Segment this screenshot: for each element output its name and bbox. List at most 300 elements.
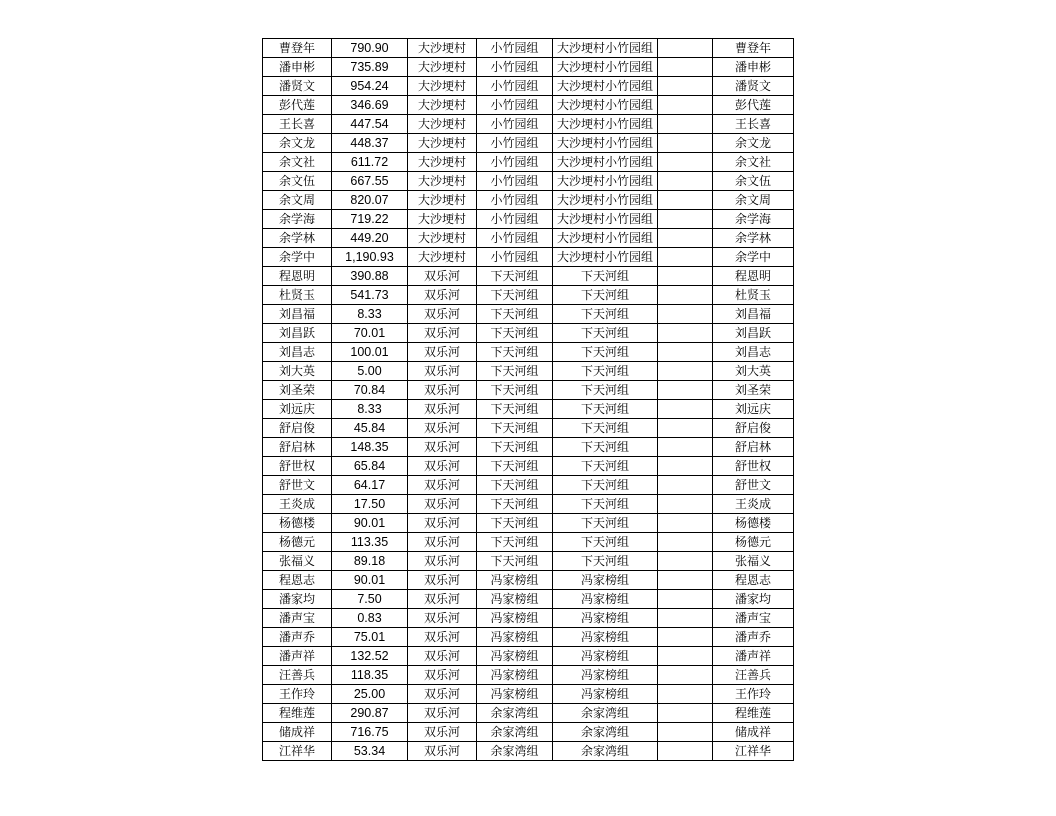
- blank-cell: [658, 172, 713, 191]
- location-cell: 大沙埂村小竹园组: [553, 210, 658, 229]
- location-cell: 下天河组: [553, 419, 658, 438]
- blank-cell: [658, 704, 713, 723]
- group-cell: 小竹园组: [477, 210, 553, 229]
- amount-cell: 90.01: [332, 571, 408, 590]
- amount-cell: 132.52: [332, 647, 408, 666]
- amount-cell: 70.01: [332, 324, 408, 343]
- blank-cell: [658, 58, 713, 77]
- location-cell: 下天河组: [553, 324, 658, 343]
- amount-cell: 667.55: [332, 172, 408, 191]
- blank-cell: [658, 134, 713, 153]
- group-cell: 余家湾组: [477, 704, 553, 723]
- village-cell: 大沙埂村: [408, 153, 477, 172]
- village-cell: 大沙埂村: [408, 58, 477, 77]
- amount-cell: 65.84: [332, 457, 408, 476]
- amount-cell: 45.84: [332, 419, 408, 438]
- blank-cell: [658, 438, 713, 457]
- location-cell: 余家湾组: [553, 704, 658, 723]
- payee-cell: 潘声乔: [713, 628, 794, 647]
- village-cell: 大沙埂村: [408, 210, 477, 229]
- location-cell: 下天河组: [553, 495, 658, 514]
- group-cell: 下天河组: [477, 343, 553, 362]
- name-cell: 汪善兵: [263, 666, 332, 685]
- blank-cell: [658, 267, 713, 286]
- amount-cell: 118.35: [332, 666, 408, 685]
- village-cell: 双乐河: [408, 666, 477, 685]
- blank-cell: [658, 343, 713, 362]
- blank-cell: [658, 362, 713, 381]
- table-row: [263, 77, 794, 96]
- payee-cell: 汪善兵: [713, 666, 794, 685]
- amount-cell: 0.83: [332, 609, 408, 628]
- group-cell: 小竹园组: [477, 77, 553, 96]
- blank-cell: [658, 514, 713, 533]
- name-cell: 杜贤玉: [263, 286, 332, 305]
- group-cell: 下天河组: [477, 419, 553, 438]
- blank-cell: [658, 571, 713, 590]
- location-cell: 大沙埂村小竹园组: [553, 77, 658, 96]
- blank-cell: [658, 647, 713, 666]
- table-row: [263, 248, 794, 267]
- group-cell: 下天河组: [477, 476, 553, 495]
- blank-cell: [658, 476, 713, 495]
- village-cell: 双乐河: [408, 286, 477, 305]
- name-cell: 刘昌福: [263, 305, 332, 324]
- village-cell: 双乐河: [408, 628, 477, 647]
- name-cell: 杨德元: [263, 533, 332, 552]
- payee-cell: 江祥华: [713, 742, 794, 761]
- name-cell: 彭代莲: [263, 96, 332, 115]
- location-cell: 大沙埂村小竹园组: [553, 115, 658, 134]
- table-row: [263, 115, 794, 134]
- table-row: [263, 685, 794, 704]
- payee-cell: 程恩明: [713, 267, 794, 286]
- village-cell: 大沙埂村: [408, 172, 477, 191]
- name-cell: 刘昌志: [263, 343, 332, 362]
- location-cell: 余家湾组: [553, 742, 658, 761]
- location-cell: 下天河组: [553, 400, 658, 419]
- amount-cell: 64.17: [332, 476, 408, 495]
- name-cell: 潘声祥: [263, 647, 332, 666]
- payee-cell: 余学海: [713, 210, 794, 229]
- location-cell: 下天河组: [553, 533, 658, 552]
- blank-cell: [658, 609, 713, 628]
- table-row: [263, 153, 794, 172]
- village-cell: 双乐河: [408, 571, 477, 590]
- payee-cell: 余学中: [713, 248, 794, 267]
- amount-cell: 448.37: [332, 134, 408, 153]
- blank-cell: [658, 419, 713, 438]
- name-cell: 潘申彬: [263, 58, 332, 77]
- name-cell: 余文伍: [263, 172, 332, 191]
- blank-cell: [658, 77, 713, 96]
- blank-cell: [658, 286, 713, 305]
- amount-cell: 17.50: [332, 495, 408, 514]
- blank-cell: [658, 400, 713, 419]
- village-cell: 双乐河: [408, 419, 477, 438]
- name-cell: 刘大英: [263, 362, 332, 381]
- village-cell: 双乐河: [408, 400, 477, 419]
- village-cell: 双乐河: [408, 533, 477, 552]
- table-row: [263, 628, 794, 647]
- table-row: [263, 400, 794, 419]
- table-row: [263, 723, 794, 742]
- payee-cell: 刘圣荣: [713, 381, 794, 400]
- payee-cell: 刘昌跃: [713, 324, 794, 343]
- village-cell: 双乐河: [408, 324, 477, 343]
- location-cell: 下天河组: [553, 286, 658, 305]
- name-cell: 余文龙: [263, 134, 332, 153]
- name-cell: 余文社: [263, 153, 332, 172]
- amount-cell: 735.89: [332, 58, 408, 77]
- amount-cell: 148.35: [332, 438, 408, 457]
- location-cell: 大沙埂村小竹园组: [553, 248, 658, 267]
- payee-cell: 程恩志: [713, 571, 794, 590]
- location-cell: 下天河组: [553, 457, 658, 476]
- name-cell: 曹登年: [263, 39, 332, 58]
- amount-cell: 8.33: [332, 305, 408, 324]
- table-row: [263, 533, 794, 552]
- amount-cell: 8.33: [332, 400, 408, 419]
- group-cell: 小竹园组: [477, 191, 553, 210]
- location-cell: 大沙埂村小竹园组: [553, 39, 658, 58]
- name-cell: 刘远庆: [263, 400, 332, 419]
- name-cell: 储成祥: [263, 723, 332, 742]
- location-cell: 冯家榜组: [553, 628, 658, 647]
- village-cell: 大沙埂村: [408, 115, 477, 134]
- group-cell: 小竹园组: [477, 153, 553, 172]
- payee-cell: 杜贤玉: [713, 286, 794, 305]
- amount-cell: 820.07: [332, 191, 408, 210]
- blank-cell: [658, 590, 713, 609]
- name-cell: 王作玲: [263, 685, 332, 704]
- name-cell: 程恩志: [263, 571, 332, 590]
- name-cell: 舒世文: [263, 476, 332, 495]
- name-cell: 刘昌跃: [263, 324, 332, 343]
- blank-cell: [658, 305, 713, 324]
- group-cell: 下天河组: [477, 305, 553, 324]
- amount-cell: 25.00: [332, 685, 408, 704]
- payee-cell: 刘远庆: [713, 400, 794, 419]
- blank-cell: [658, 229, 713, 248]
- payee-cell: 王作玲: [713, 685, 794, 704]
- location-cell: 下天河组: [553, 476, 658, 495]
- village-cell: 双乐河: [408, 343, 477, 362]
- name-cell: 杨德楼: [263, 514, 332, 533]
- location-cell: 下天河组: [553, 267, 658, 286]
- payee-cell: 曹登年: [713, 39, 794, 58]
- village-cell: 双乐河: [408, 647, 477, 666]
- payee-cell: 余文龙: [713, 134, 794, 153]
- payee-cell: 余文社: [713, 153, 794, 172]
- location-cell: 下天河组: [553, 362, 658, 381]
- blank-cell: [658, 552, 713, 571]
- location-cell: 冯家榜组: [553, 571, 658, 590]
- table-row: [263, 381, 794, 400]
- village-cell: 大沙埂村: [408, 77, 477, 96]
- blank-cell: [658, 666, 713, 685]
- blank-cell: [658, 153, 713, 172]
- group-cell: 小竹园组: [477, 39, 553, 58]
- group-cell: 冯家榜组: [477, 685, 553, 704]
- table-row: [263, 191, 794, 210]
- village-cell: 大沙埂村: [408, 229, 477, 248]
- table-row: [263, 552, 794, 571]
- blank-cell: [658, 324, 713, 343]
- payee-cell: 程维莲: [713, 704, 794, 723]
- blank-cell: [658, 248, 713, 267]
- location-cell: 下天河组: [553, 305, 658, 324]
- village-cell: 双乐河: [408, 742, 477, 761]
- name-cell: 余文周: [263, 191, 332, 210]
- amount-cell: 716.75: [332, 723, 408, 742]
- blank-cell: [658, 628, 713, 647]
- group-cell: 余家湾组: [477, 723, 553, 742]
- payee-cell: 余文周: [713, 191, 794, 210]
- payee-cell: 王炎成: [713, 495, 794, 514]
- table-row: [263, 419, 794, 438]
- blank-cell: [658, 115, 713, 134]
- group-cell: 下天河组: [477, 438, 553, 457]
- blank-cell: [658, 723, 713, 742]
- location-cell: 大沙埂村小竹园组: [553, 134, 658, 153]
- payee-cell: 储成祥: [713, 723, 794, 742]
- group-cell: 下天河组: [477, 381, 553, 400]
- amount-cell: 5.00: [332, 362, 408, 381]
- location-cell: 大沙埂村小竹园组: [553, 172, 658, 191]
- amount-cell: 790.90: [332, 39, 408, 58]
- amount-cell: 7.50: [332, 590, 408, 609]
- blank-cell: [658, 210, 713, 229]
- table-row: [263, 571, 794, 590]
- name-cell: 王炎成: [263, 495, 332, 514]
- blank-cell: [658, 381, 713, 400]
- table-row: [263, 286, 794, 305]
- location-cell: 下天河组: [553, 514, 658, 533]
- blank-cell: [658, 96, 713, 115]
- payee-cell: 彭代莲: [713, 96, 794, 115]
- amount-cell: 53.34: [332, 742, 408, 761]
- amount-cell: 89.18: [332, 552, 408, 571]
- location-cell: 大沙埂村小竹园组: [553, 229, 658, 248]
- blank-cell: [658, 191, 713, 210]
- blank-cell: [658, 495, 713, 514]
- table-row: [263, 666, 794, 685]
- location-cell: 大沙埂村小竹园组: [553, 153, 658, 172]
- village-cell: 双乐河: [408, 305, 477, 324]
- payee-cell: 潘申彬: [713, 58, 794, 77]
- group-cell: 小竹园组: [477, 134, 553, 153]
- payee-cell: 张福义: [713, 552, 794, 571]
- village-cell: 双乐河: [408, 704, 477, 723]
- group-cell: 小竹园组: [477, 58, 553, 77]
- payee-cell: 舒世文: [713, 476, 794, 495]
- group-cell: 下天河组: [477, 324, 553, 343]
- amount-cell: 70.84: [332, 381, 408, 400]
- group-cell: 冯家榜组: [477, 571, 553, 590]
- name-cell: 程维莲: [263, 704, 332, 723]
- amount-cell: 100.01: [332, 343, 408, 362]
- group-cell: 冯家榜组: [477, 590, 553, 609]
- group-cell: 下天河组: [477, 267, 553, 286]
- village-cell: 双乐河: [408, 590, 477, 609]
- name-cell: 舒启林: [263, 438, 332, 457]
- table-row: [263, 267, 794, 286]
- village-cell: 双乐河: [408, 267, 477, 286]
- village-cell: 双乐河: [408, 495, 477, 514]
- payee-cell: 舒世权: [713, 457, 794, 476]
- table-row: [263, 647, 794, 666]
- location-cell: 下天河组: [553, 343, 658, 362]
- amount-cell: 90.01: [332, 514, 408, 533]
- name-cell: 舒启俊: [263, 419, 332, 438]
- village-cell: 大沙埂村: [408, 39, 477, 58]
- name-cell: 潘贤文: [263, 77, 332, 96]
- table-row: [263, 438, 794, 457]
- group-cell: 下天河组: [477, 514, 553, 533]
- village-cell: 大沙埂村: [408, 248, 477, 267]
- amount-cell: 447.54: [332, 115, 408, 134]
- name-cell: 程恩明: [263, 267, 332, 286]
- table-row: [263, 609, 794, 628]
- group-cell: 下天河组: [477, 286, 553, 305]
- group-cell: 余家湾组: [477, 742, 553, 761]
- payee-cell: 舒启林: [713, 438, 794, 457]
- group-cell: 下天河组: [477, 457, 553, 476]
- blank-cell: [658, 533, 713, 552]
- table-row: [263, 343, 794, 362]
- village-cell: 双乐河: [408, 457, 477, 476]
- location-cell: 下天河组: [553, 381, 658, 400]
- blank-cell: [658, 742, 713, 761]
- payee-cell: 潘贤文: [713, 77, 794, 96]
- amount-cell: 449.20: [332, 229, 408, 248]
- table-row: [263, 58, 794, 77]
- blank-cell: [658, 457, 713, 476]
- amount-cell: 719.22: [332, 210, 408, 229]
- payee-cell: 余文伍: [713, 172, 794, 191]
- group-cell: 冯家榜组: [477, 628, 553, 647]
- group-cell: 冯家榜组: [477, 647, 553, 666]
- group-cell: 小竹园组: [477, 229, 553, 248]
- village-cell: 双乐河: [408, 438, 477, 457]
- table-row: [263, 210, 794, 229]
- village-cell: 大沙埂村: [408, 134, 477, 153]
- village-cell: 大沙埂村: [408, 96, 477, 115]
- group-cell: 下天河组: [477, 362, 553, 381]
- group-cell: 小竹园组: [477, 96, 553, 115]
- amount-cell: 113.35: [332, 533, 408, 552]
- group-cell: 小竹园组: [477, 248, 553, 267]
- group-cell: 下天河组: [477, 552, 553, 571]
- name-cell: 余学中: [263, 248, 332, 267]
- payee-cell: 刘昌福: [713, 305, 794, 324]
- table-row: [263, 324, 794, 343]
- village-cell: 双乐河: [408, 381, 477, 400]
- table-row: [263, 476, 794, 495]
- table-body: [263, 39, 794, 761]
- group-cell: 下天河组: [477, 400, 553, 419]
- group-cell: 下天河组: [477, 495, 553, 514]
- payee-cell: 舒启俊: [713, 419, 794, 438]
- name-cell: 余学海: [263, 210, 332, 229]
- amount-cell: 75.01: [332, 628, 408, 647]
- table-row: [263, 96, 794, 115]
- name-cell: 舒世权: [263, 457, 332, 476]
- payee-cell: 潘声宝: [713, 609, 794, 628]
- table-row: [263, 742, 794, 761]
- blank-cell: [658, 685, 713, 704]
- table-row: [263, 704, 794, 723]
- location-cell: 冯家榜组: [553, 590, 658, 609]
- name-cell: 潘家均: [263, 590, 332, 609]
- location-cell: 冯家榜组: [553, 666, 658, 685]
- village-cell: 双乐河: [408, 609, 477, 628]
- table-row: [263, 514, 794, 533]
- name-cell: 余学林: [263, 229, 332, 248]
- payee-cell: 杨德元: [713, 533, 794, 552]
- location-cell: 大沙埂村小竹园组: [553, 191, 658, 210]
- location-cell: 冯家榜组: [553, 647, 658, 666]
- village-cell: 双乐河: [408, 362, 477, 381]
- table-row: [263, 229, 794, 248]
- data-table: [262, 38, 794, 761]
- payee-cell: 刘昌志: [713, 343, 794, 362]
- name-cell: 江祥华: [263, 742, 332, 761]
- location-cell: 冯家榜组: [553, 609, 658, 628]
- table-row: [263, 457, 794, 476]
- payee-cell: 潘声祥: [713, 647, 794, 666]
- name-cell: 潘声乔: [263, 628, 332, 647]
- name-cell: 潘声宝: [263, 609, 332, 628]
- payee-cell: 杨德楼: [713, 514, 794, 533]
- name-cell: 张福义: [263, 552, 332, 571]
- group-cell: 冯家榜组: [477, 609, 553, 628]
- amount-cell: 541.73: [332, 286, 408, 305]
- payee-cell: 余学林: [713, 229, 794, 248]
- name-cell: 王长喜: [263, 115, 332, 134]
- village-cell: 大沙埂村: [408, 191, 477, 210]
- payee-cell: 潘家均: [713, 590, 794, 609]
- table-row: [263, 305, 794, 324]
- amount-cell: 1,190.93: [332, 248, 408, 267]
- table-row: [263, 134, 794, 153]
- location-cell: 大沙埂村小竹园组: [553, 58, 658, 77]
- table-row: [263, 495, 794, 514]
- village-cell: 双乐河: [408, 514, 477, 533]
- location-cell: 大沙埂村小竹园组: [553, 96, 658, 115]
- group-cell: 下天河组: [477, 533, 553, 552]
- amount-cell: 954.24: [332, 77, 408, 96]
- amount-cell: 390.88: [332, 267, 408, 286]
- group-cell: 冯家榜组: [477, 666, 553, 685]
- payee-cell: 刘大英: [713, 362, 794, 381]
- table-row: [263, 590, 794, 609]
- location-cell: 余家湾组: [553, 723, 658, 742]
- village-cell: 双乐河: [408, 723, 477, 742]
- location-cell: 下天河组: [553, 552, 658, 571]
- amount-cell: 611.72: [332, 153, 408, 172]
- table-row: [263, 172, 794, 191]
- amount-cell: 290.87: [332, 704, 408, 723]
- village-cell: 双乐河: [408, 685, 477, 704]
- location-cell: 下天河组: [553, 438, 658, 457]
- payee-cell: 王长喜: [713, 115, 794, 134]
- group-cell: 小竹园组: [477, 115, 553, 134]
- name-cell: 刘圣荣: [263, 381, 332, 400]
- amount-cell: 346.69: [332, 96, 408, 115]
- location-cell: 冯家榜组: [553, 685, 658, 704]
